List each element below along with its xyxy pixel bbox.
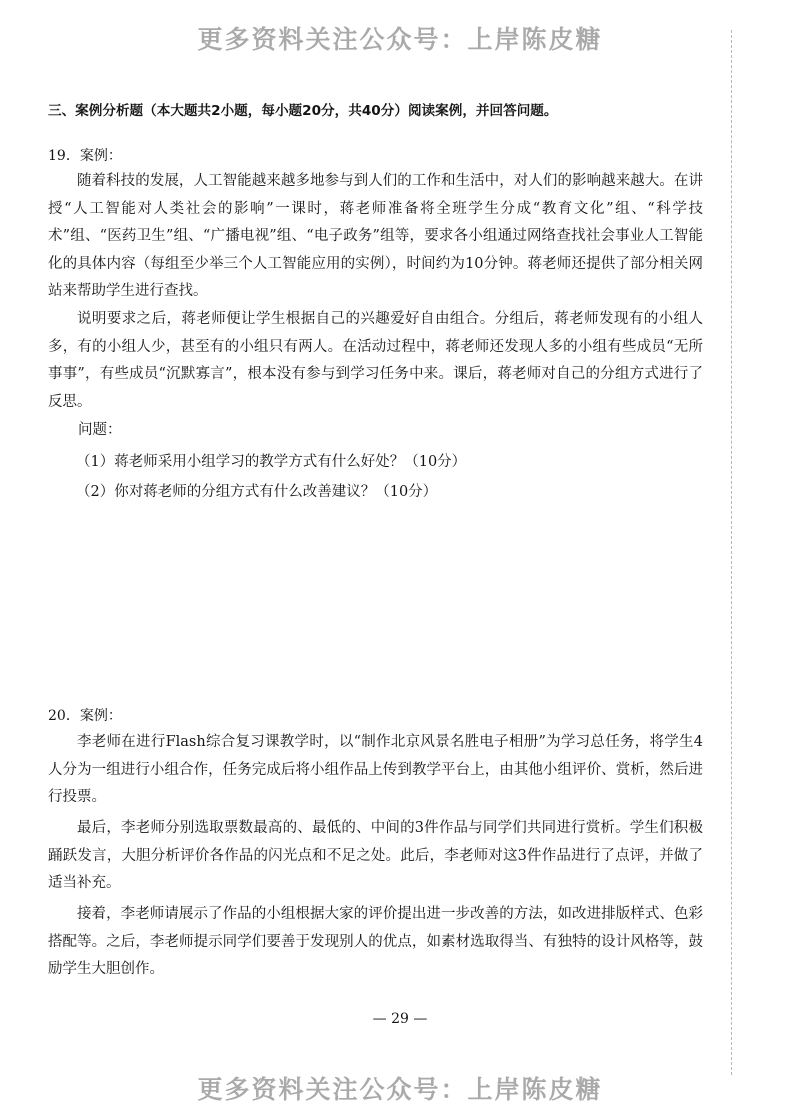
page-number: — 29 — [372, 1011, 428, 1027]
watermark-bottom: 更多资料关注公众号：上岸陈皮糖 [197, 1075, 603, 1104]
question-19-subquestion-2: （2）你对蒋老师的分组方式有什么改善建议？（10分） [76, 484, 438, 500]
question-20-paragraph-1: 李老师在进行Flash综合复习课教学时，以“制作北京风景名胜电子相册”为学习总任务，将学生4人分为一组进行小组合作，任务完成后将小组作品上传到教学平台上，由其他小组评价、赏析，然后进行投票。 [48, 734, 703, 805]
question-20-title: 20．案例： [48, 708, 122, 724]
watermark-top: 更多资料关注公众号：上岸陈皮糖 [197, 25, 603, 54]
question-20-paragraph-2: 最后，李老师分别选取票数最高的、最低的、中间的3件作品与同学们共同进行赏析。学生们积极踊跃发言，大胆分析评价各作品的闪光点和不足之处。此后，李老师对这3件作品进行了点评，并做了适当补充。 [48, 820, 703, 891]
question-19-title: 19．案例： [48, 148, 122, 164]
question-20-paragraph-3: 接着，李老师请展示了作品的小组根据大家的评价提出进一步改善的方法，如改进排版样式、色彩搭配等。之后，李老师提示同学们要善于发现别人的优点，如素材选取得当、有独特的设计风格等，鼓励学生大胆创作。 [48, 906, 703, 977]
question-19-questions-label: 问题： [78, 422, 122, 438]
section-heading: 三、案例分析题（本大题共2小题，每小题20分，共40分）阅读案例，并回答问题。 [48, 103, 558, 119]
question-19-paragraph-1: 随着科技的发展，人工智能越来越多地参与到人们的工作和生活中，对人们的影响越来越大。在讲授“人工智能对人类社会的影响”一课时，蒋老师准备将全班学生分成“教育文化”组、“科学技术”组、“医药卫生”组、“广播电视”组、“电子政务”组等，要求各小组通过网络查找社会事业人工智能化的具体内容（每组至少举三个人工智能应用的实例），时间约为10分钟。蒋老师还提供了部分相关网站来帮助学生进行查找。 [48, 173, 703, 299]
scan-edge-divider [731, 30, 732, 1075]
question-19-paragraph-2: 说明要求之后，蒋老师便让学生根据自己的兴趣爱好自由组合。分组后，蒋老师发现有的小组人多，有的小组人少，甚至有的小组只有两人。在活动过程中，蒋老师还发现人多的小组有些成员“无所事事”，有些成员“沉默寡言”，根本没有参与到学习任务中来。课后，蒋老师对自己的分组方式进行了反思。 [48, 311, 703, 410]
question-19-subquestion-1: （1）蒋老师采用小组学习的教学方式有什么好处？（10分） [76, 454, 467, 470]
